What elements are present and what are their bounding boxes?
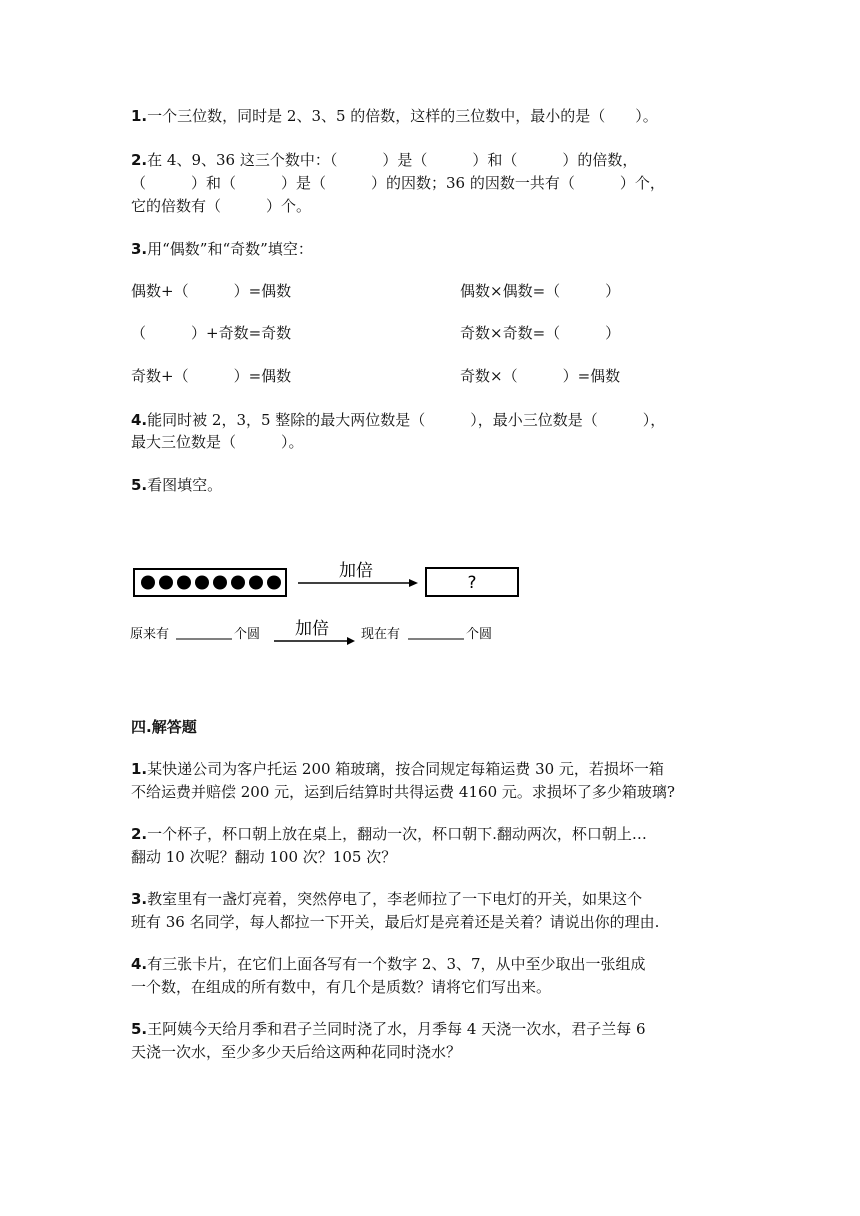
dot: [231, 576, 245, 590]
section-title: 四.解答题: [131, 718, 197, 736]
problem-1-line-1: [131, 759, 664, 779]
question-mark: ?: [467, 573, 477, 593]
problem-number: 3.: [131, 890, 148, 908]
problem-2-line-1: [131, 824, 647, 844]
question-5: [131, 475, 222, 495]
question-text: 在 4、9、36 这三个数中：（ ）是（ ）和（ ）的倍数，: [147, 151, 638, 169]
question-text: 能同时被 2，3，5 整除的最大两位数是（ ），最小三位数是（ ），: [147, 411, 666, 429]
question-number: 2.: [131, 151, 148, 169]
problem-1-line-2: 不给运费并赔偿 200 元，运到后结算时共得运费 4160 元。求损坏了多少箱玻璃?: [131, 783, 675, 801]
problem-text: 王阿姨今天给月季和君子兰同时浇了水，月季每 4 天浇一次水，君子兰每 6: [147, 1020, 646, 1038]
problem-text: 教室里有一盏灯亮着，突然停电了，李老师拉了一下电灯的开关，如果这个: [147, 890, 643, 908]
question-2-line-2: （ ）和（ ）是（ ）的因数；36 的因数一共有（ ）个，: [131, 174, 665, 192]
problem-5-line-2: 天浇一次水，至少多少天后给这两种花同时浇水？: [131, 1043, 462, 1061]
fill-row-3-right: 奇数×（ ）=偶数: [460, 367, 621, 385]
problem-text: 某快递公司为客户托运 200 箱玻璃，按合同规定每箱运费 30 元，若损坏一箱: [147, 760, 664, 778]
problem-number: 4.: [131, 955, 148, 973]
fill-row-1-left: 偶数+（ ）=偶数: [131, 282, 292, 300]
problem-5-line-1: [131, 1019, 646, 1039]
question-text: 看图填空。: [147, 476, 223, 494]
doubling-figure: [128, 556, 528, 656]
question-text: 用“偶数”和“奇数”填空：: [147, 240, 313, 258]
question-number: 5.: [131, 476, 148, 494]
problem-3-line-1: [131, 889, 642, 909]
dot: [195, 576, 209, 590]
arrow-label-top: 加倍: [339, 561, 373, 581]
question-number: 3.: [131, 240, 148, 258]
problem-text: 有三张卡片，在它们上面各写有一个数字 2、3、7，从中至少取出一张组成: [147, 955, 646, 973]
fill-row-2-left: （ ）+奇数=奇数: [131, 324, 292, 342]
arrowhead-bottom: [347, 637, 355, 645]
question-number: 1.: [131, 107, 148, 125]
dot: [141, 576, 155, 590]
problem-number: 5.: [131, 1020, 148, 1038]
fill-row-3-left: 奇数+（ ）=偶数: [131, 367, 292, 385]
problem-number: 2.: [131, 825, 148, 843]
dot: [213, 576, 227, 590]
fill-row-1-right: 偶数×偶数=（ ）: [460, 282, 621, 300]
bottom-unit-1: 个圆: [234, 627, 261, 642]
bottom-right-label: 现在有: [361, 627, 401, 642]
question-4-line-2: 最大三位数是（ ）。: [131, 433, 304, 451]
bottom-unit-2: 个圆: [466, 627, 493, 642]
question-number: 4.: [131, 411, 148, 429]
question-2-line-1: [131, 150, 637, 170]
problem-2-line-2: 翻动 10 次呢？翻动 100 次？105 次？: [131, 848, 397, 866]
question-4-line-1: [131, 410, 665, 430]
dot: [249, 576, 263, 590]
question-3: [131, 239, 313, 259]
dot: [177, 576, 191, 590]
arrowhead-top: [409, 579, 418, 587]
arrow-label-bottom: 加倍: [295, 619, 329, 639]
question-text: 一个三位数，同时是 2、3、5 的倍数，这样的三位数中，最小的是（ ）。: [147, 107, 658, 125]
problem-number: 1.: [131, 760, 148, 778]
problem-3-line-2: 班有 36 名同学，每人都拉一下开关，最后灯是亮着还是关着？请说出你的理由.: [131, 913, 660, 931]
dots-group: [141, 576, 281, 590]
problem-4-line-2: 一个数，在组成的所有数中，有几个是质数？请将它们写出来。: [131, 978, 552, 996]
fill-row-2-right: 奇数×奇数=（ ）: [460, 324, 621, 342]
question-2-line-3: 它的倍数有（ ）个。: [131, 197, 312, 215]
dots-box: [134, 569, 286, 596]
problem-4-line-1: [131, 954, 646, 974]
dot: [267, 576, 281, 590]
dot: [159, 576, 173, 590]
question-1: [131, 106, 658, 126]
problem-text: 一个杯子，杯口朝上放在桌上，翻动一次，杯口朝下.翻动两次，杯口朝上…: [147, 825, 647, 843]
bottom-left-label: 原来有: [130, 627, 170, 642]
